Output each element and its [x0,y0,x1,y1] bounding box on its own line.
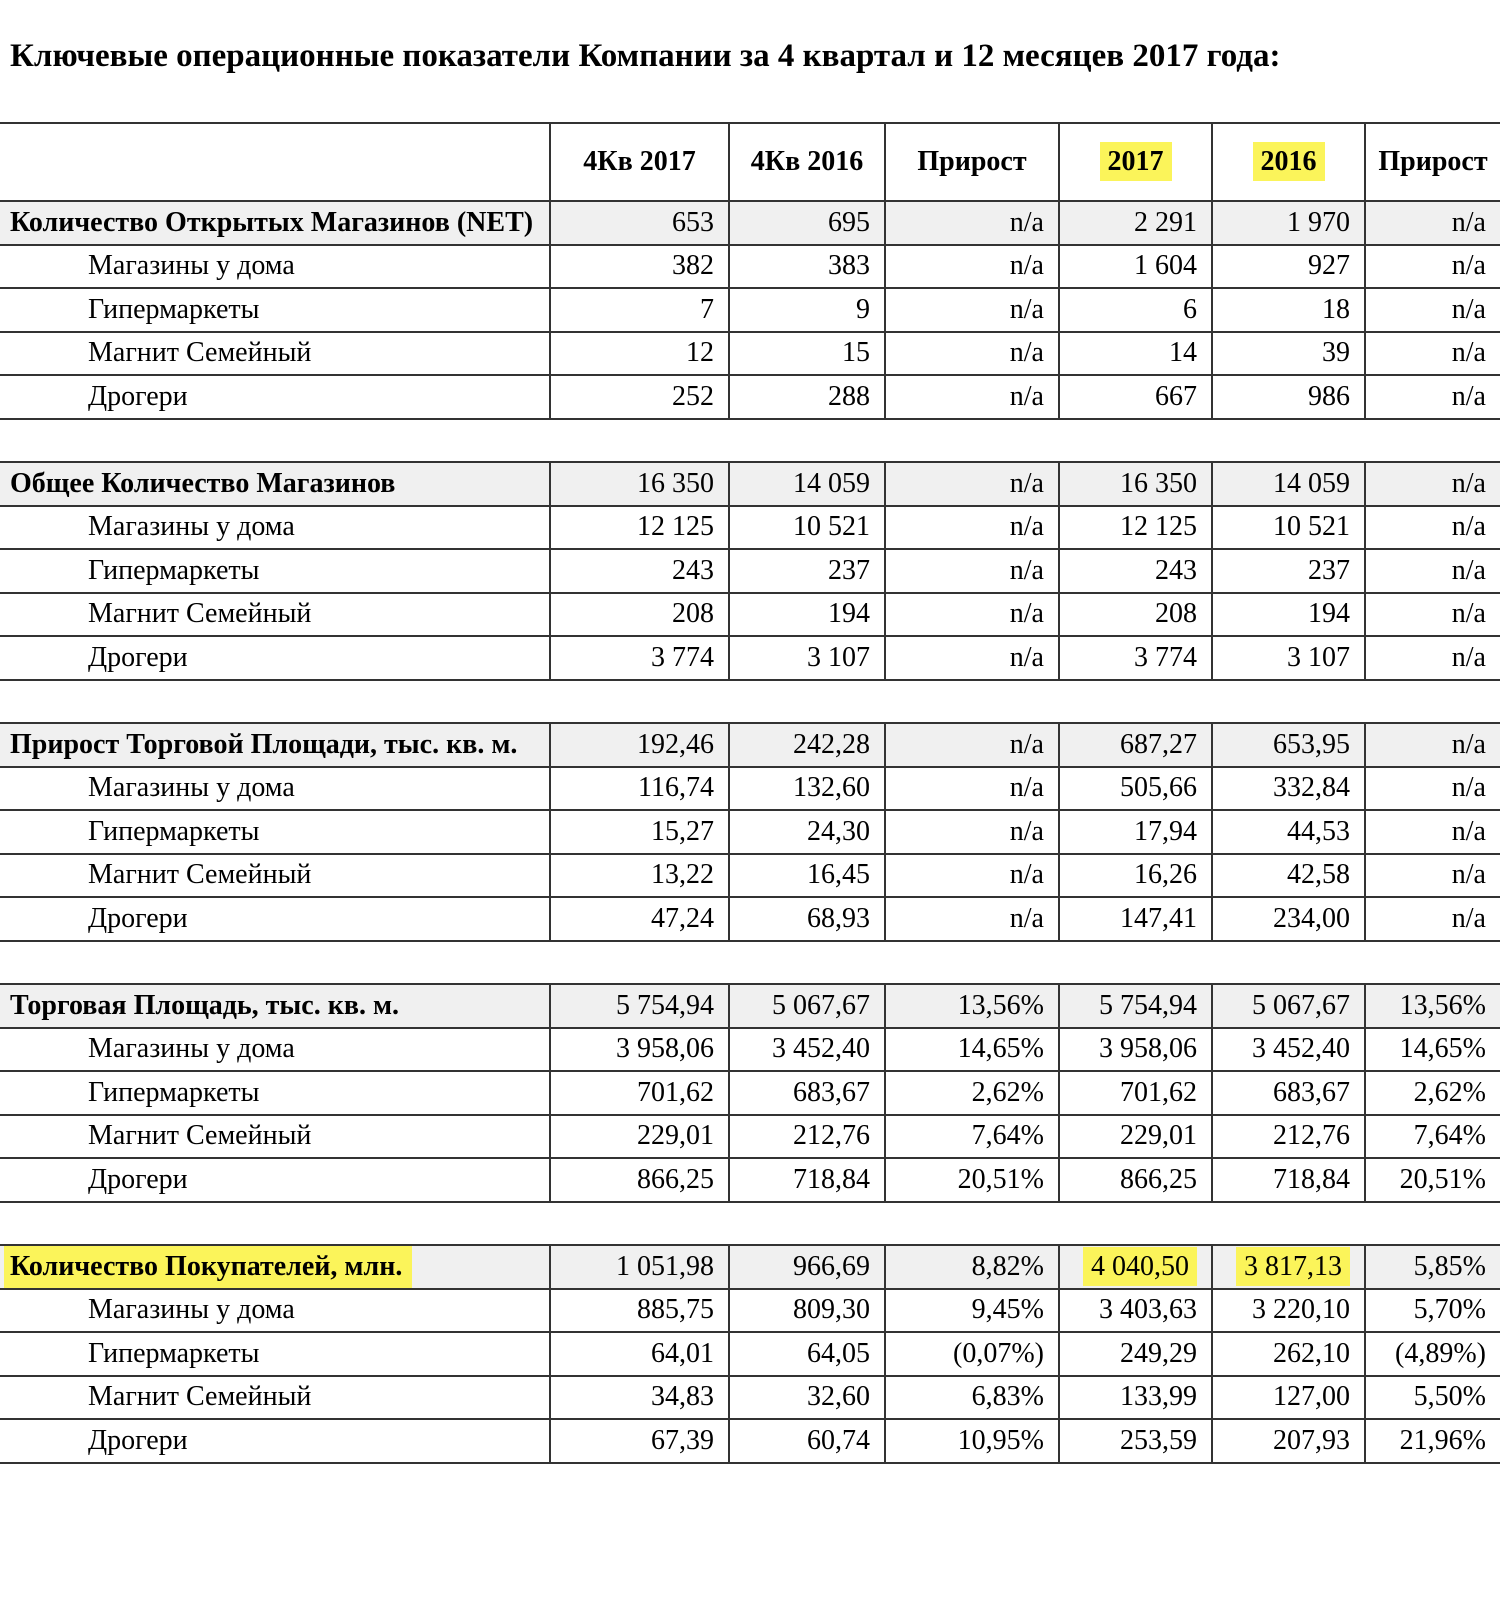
row-label: Гипермаркеты [0,1332,550,1376]
table-cell: 14 059 [1212,462,1365,506]
table-row [0,332,1500,376]
row-label: Дрогери [0,1419,550,1463]
table-cell: 3 958,06 [1059,1028,1212,1072]
table-cell: n/a [1365,723,1500,767]
row-label: Магнит Семейный [0,593,550,637]
table-cell: 966,69 [729,1245,885,1289]
table-cell: 10 521 [1212,506,1365,550]
table-cell: n/a [885,723,1059,767]
table-cell: 9 [729,288,885,332]
table-cell: n/a [1365,201,1500,245]
table-cell: 47,24 [550,897,729,941]
row-label: Магазины у дома [0,1289,550,1333]
table-cell: 32,60 [729,1376,885,1420]
table-cell: 13,22 [550,854,729,898]
table-cell: 695 [729,201,885,245]
section-total-row [0,462,1500,506]
highlighted-value: 3 817,13 [1236,1247,1350,1286]
row-label: Магазины у дома [0,1028,550,1072]
section-total-row [0,201,1500,245]
table-row [0,245,1500,289]
table-cell: 20,51% [885,1158,1059,1202]
row-label: Гипермаркеты [0,1071,550,1115]
highlighted-section-title: Количество Покупателей, млн. [4,1245,412,1288]
section-total-row [0,1245,1500,1289]
table-cell: 7,64% [1365,1115,1500,1159]
table-cell: n/a [1365,375,1500,419]
table-cell: 212,76 [1212,1115,1365,1159]
table-cell: n/a [885,854,1059,898]
table-cell: 42,58 [1212,854,1365,898]
table-cell: n/a [885,375,1059,419]
table-cell: 14 059 [729,462,885,506]
table-cell: 7 [550,288,729,332]
table-cell: 6 [1059,288,1212,332]
table-cell: n/a [885,245,1059,289]
table-cell: n/a [1365,810,1500,854]
table-cell: 701,62 [550,1071,729,1115]
header-year-2017 [1059,123,1212,201]
section-total-row [0,723,1500,767]
table-cell: 1 051,98 [550,1245,729,1289]
table-cell: 13,56% [1365,984,1500,1028]
table-cell: 1 604 [1059,245,1212,289]
table-cell: 3 403,63 [1059,1289,1212,1333]
highlight-year-2017: 2017 [1100,142,1172,181]
row-label: Магазины у дома [0,506,550,550]
table-cell: n/a [885,288,1059,332]
table-cell: 5 067,67 [1212,984,1365,1028]
table-cell: 10,95% [885,1419,1059,1463]
table-cell: 253,59 [1059,1419,1212,1463]
highlight-year-2016: 2016 [1253,142,1325,181]
table-cell: 234,00 [1212,897,1365,941]
header-growth-quarter: Прирост [885,123,1059,201]
table-cell: 34,83 [550,1376,729,1420]
table-row [0,375,1500,419]
table-cell: n/a [885,462,1059,506]
table-cell: n/a [1365,854,1500,898]
header-q4-2017: 4Кв 2017 [550,123,729,201]
table-cell: 7,64% [885,1115,1059,1159]
row-label: Гипермаркеты [0,288,550,332]
table-cell: 3 958,06 [550,1028,729,1072]
table-row [0,1376,1500,1420]
table-cell: 243 [1059,549,1212,593]
header-year-2016 [1212,123,1365,201]
table-cell: 249,29 [1059,1332,1212,1376]
page-title: Ключевые операционные показатели Компании за 4 квартал и 12 месяцев 2017 года: [10,38,1281,74]
table-row [0,1289,1500,1333]
operational-metrics-table [0,122,1500,1464]
section-title: Количество Открытых Магазинов (NET) [0,201,550,245]
table-cell: 986 [1212,375,1365,419]
table-row [0,636,1500,680]
table-cell: n/a [885,201,1059,245]
table-cell: 64,01 [550,1332,729,1376]
table-cell: 252 [550,375,729,419]
table-cell: 242,28 [729,723,885,767]
table-cell: 16 350 [550,462,729,506]
table-cell: 3 774 [550,636,729,680]
table-cell: 505,66 [1059,767,1212,811]
table-cell: 653,95 [1212,723,1365,767]
row-label: Магнит Семейный [0,854,550,898]
table-cell [1059,1245,1212,1289]
table-cell: 132,60 [729,767,885,811]
table-cell: 8,82% [885,1245,1059,1289]
table-cell: 16,45 [729,854,885,898]
table-cell: 67,39 [550,1419,729,1463]
table-cell: n/a [1365,897,1500,941]
row-label: Гипермаркеты [0,549,550,593]
row-label: Магнит Семейный [0,332,550,376]
table-cell: 718,84 [729,1158,885,1202]
table-cell: n/a [885,506,1059,550]
table-cell: n/a [1365,636,1500,680]
table-cell: 12 [550,332,729,376]
table-cell: 15,27 [550,810,729,854]
table-cell: n/a [885,549,1059,593]
table-cell: n/a [885,810,1059,854]
table-row [0,810,1500,854]
table-cell: 12 125 [1059,506,1212,550]
table-cell: 208 [550,593,729,637]
section-title: Торговая Площадь, тыс. кв. м. [0,984,550,1028]
table-row [0,854,1500,898]
table-cell: 133,99 [1059,1376,1212,1420]
row-label: Гипермаркеты [0,810,550,854]
table-cell: 683,67 [729,1071,885,1115]
table-row [0,506,1500,550]
table-row [0,1071,1500,1115]
table-row [0,1158,1500,1202]
table-cell: n/a [1365,549,1500,593]
table-row [0,897,1500,941]
table-row [0,288,1500,332]
table-row [0,1028,1500,1072]
table-cell: 194 [1212,593,1365,637]
table-cell: 383 [729,245,885,289]
table-cell: 3 452,40 [1212,1028,1365,1072]
table-cell: n/a [1365,593,1500,637]
header-row [0,123,1500,201]
table-cell: n/a [1365,245,1500,289]
header-q4-2016: 4Кв 2016 [729,123,885,201]
table-cell: 866,25 [1059,1158,1212,1202]
row-label: Дрогери [0,897,550,941]
row-label: Дрогери [0,636,550,680]
section-total-row [0,984,1500,1028]
table-cell: 718,84 [1212,1158,1365,1202]
table-cell: 701,62 [1059,1071,1212,1115]
row-label: Магазины у дома [0,767,550,811]
table-cell: 237 [1212,549,1365,593]
table-cell: 24,30 [729,810,885,854]
table-cell: 2 291 [1059,201,1212,245]
table-cell: (4,89%) [1365,1332,1500,1376]
table-cell: 15 [729,332,885,376]
section-title: Общее Количество Магазинов [0,462,550,506]
table-row [0,593,1500,637]
table-cell: 5,70% [1365,1289,1500,1333]
table-row [0,1115,1500,1159]
row-label: Магнит Семейный [0,1115,550,1159]
table-cell: 687,27 [1059,723,1212,767]
table-cell: 3 774 [1059,636,1212,680]
table-cell: 237 [729,549,885,593]
table-cell: 194 [729,593,885,637]
table-cell: n/a [885,767,1059,811]
table-cell: 809,30 [729,1289,885,1333]
table-cell: n/a [885,897,1059,941]
table-cell: 5 754,94 [1059,984,1212,1028]
table-cell: 9,45% [885,1289,1059,1333]
table-cell: 5,50% [1365,1376,1500,1420]
table-cell: n/a [1365,767,1500,811]
table-cell: 6,83% [885,1376,1059,1420]
table-cell: n/a [885,593,1059,637]
table-cell: 927 [1212,245,1365,289]
table-cell: 382 [550,245,729,289]
table-cell: n/a [1365,332,1500,376]
table-cell: 332,84 [1212,767,1365,811]
table-cell: 3 107 [1212,636,1365,680]
table-cell: 16,26 [1059,854,1212,898]
table-cell: 60,74 [729,1419,885,1463]
table-cell: 39 [1212,332,1365,376]
table-cell: 212,76 [729,1115,885,1159]
table-cell: 3 452,40 [729,1028,885,1072]
table-cell: 5,85% [1365,1245,1500,1289]
table-row [0,549,1500,593]
table-cell: 13,56% [885,984,1059,1028]
table-cell: 288 [729,375,885,419]
section-spacer [0,680,1500,724]
table-cell: 10 521 [729,506,885,550]
table-cell: 64,05 [729,1332,885,1376]
header-growth-year: Прирост [1365,123,1500,201]
table-cell: n/a [1365,462,1500,506]
table-cell: n/a [1365,288,1500,332]
table-cell: 44,53 [1212,810,1365,854]
row-label: Магазины у дома [0,245,550,289]
header-blank [0,123,550,201]
section-title: Прирост Торговой Площади, тыс. кв. м. [0,723,550,767]
table-cell: 208 [1059,593,1212,637]
table-cell: 16 350 [1059,462,1212,506]
section-title [0,1245,550,1289]
table-cell: n/a [885,636,1059,680]
table-row [0,767,1500,811]
table-cell: 5 754,94 [550,984,729,1028]
table-row [0,1419,1500,1463]
table-cell: (0,07%) [885,1332,1059,1376]
table-cell: 14,65% [1365,1028,1500,1072]
table-cell: 147,41 [1059,897,1212,941]
row-label: Магнит Семейный [0,1376,550,1420]
table-cell: 14,65% [885,1028,1059,1072]
highlighted-value: 4 040,50 [1083,1247,1197,1286]
section-spacer [0,1202,1500,1246]
table-cell: 20,51% [1365,1158,1500,1202]
table-cell: 262,10 [1212,1332,1365,1376]
table-row [0,1332,1500,1376]
table-cell: 229,01 [550,1115,729,1159]
table-cell: 3 220,10 [1212,1289,1365,1333]
table-cell: 243 [550,549,729,593]
section-spacer [0,941,1500,985]
table-cell: 18 [1212,288,1365,332]
table-cell [1212,1245,1365,1289]
section-spacer [0,419,1500,463]
table-cell: n/a [885,332,1059,376]
table-cell: 12 125 [550,506,729,550]
table-cell: 5 067,67 [729,984,885,1028]
table-body [0,201,1500,1463]
table-cell: 667 [1059,375,1212,419]
table-cell: 683,67 [1212,1071,1365,1115]
table-cell: 2,62% [1365,1071,1500,1115]
table-cell: 116,74 [550,767,729,811]
table-cell: 2,62% [885,1071,1059,1115]
table-cell: 192,46 [550,723,729,767]
row-label: Дрогери [0,375,550,419]
table-cell: 885,75 [550,1289,729,1333]
table-cell: 3 107 [729,636,885,680]
table-cell: 229,01 [1059,1115,1212,1159]
table-cell: 17,94 [1059,810,1212,854]
table-cell: 68,93 [729,897,885,941]
table-cell: 1 970 [1212,201,1365,245]
table-cell: n/a [1365,506,1500,550]
table-cell: 127,00 [1212,1376,1365,1420]
table-cell: 14 [1059,332,1212,376]
row-label: Дрогери [0,1158,550,1202]
table-cell: 21,96% [1365,1419,1500,1463]
table-cell: 866,25 [550,1158,729,1202]
table-cell: 653 [550,201,729,245]
table-cell: 207,93 [1212,1419,1365,1463]
